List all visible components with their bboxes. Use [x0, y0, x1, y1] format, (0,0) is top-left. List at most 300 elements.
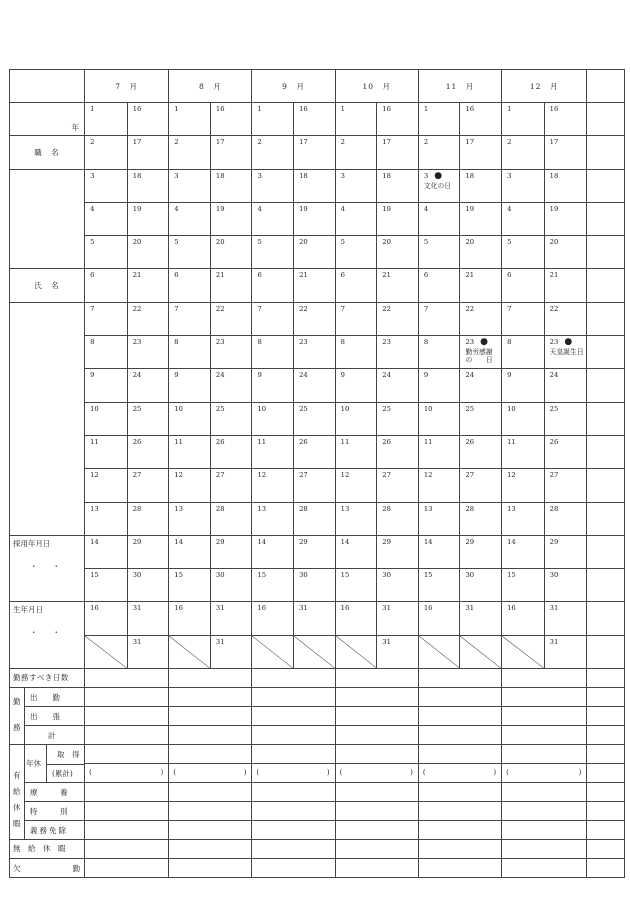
holiday-dot-icon: ●	[434, 170, 443, 181]
day-number: 5	[174, 238, 179, 247]
day-cell	[377, 169, 419, 202]
blank-column-cell	[587, 369, 625, 402]
day-number: 11	[174, 437, 183, 446]
day-number: 29	[382, 537, 391, 546]
day-number: 14	[340, 537, 350, 546]
day-number: 2	[174, 138, 179, 147]
day-number: 26	[549, 437, 559, 446]
day-cell	[252, 369, 294, 402]
month-summary-cell	[169, 820, 252, 839]
day-cell	[252, 136, 294, 169]
day-number: 10	[507, 404, 516, 413]
crossed-cell	[335, 635, 377, 668]
day-cell	[85, 369, 128, 402]
month-summary-cell	[169, 858, 252, 877]
attendance-table	[9, 69, 625, 878]
day-cell	[169, 469, 211, 502]
hire-date-cell	[10, 535, 85, 602]
paren-open: (	[89, 768, 92, 777]
table-row	[10, 103, 625, 136]
day-cell	[210, 469, 252, 502]
day-cell	[210, 136, 252, 169]
day-cell	[127, 635, 169, 668]
day-number: 10	[257, 404, 267, 413]
day-cell	[418, 402, 460, 435]
table-row	[10, 369, 625, 402]
day-cell	[127, 469, 169, 502]
day-number: 12	[90, 471, 99, 480]
month-summary-cell	[169, 706, 252, 725]
day-number: 4	[174, 204, 179, 213]
month-summary-cell	[169, 668, 252, 687]
day-cell	[544, 136, 587, 169]
month-summary-cell	[418, 744, 501, 763]
day-number: 24	[215, 371, 225, 380]
day-number: 13	[340, 504, 350, 513]
day-number: 29	[215, 537, 225, 546]
day-number: 3	[340, 171, 345, 180]
month-summary-cell	[502, 858, 587, 877]
month-header: 9 月	[252, 70, 335, 103]
day-cell	[127, 569, 169, 602]
name-cell	[10, 269, 85, 302]
month-summary-cell	[502, 801, 587, 820]
day-cell	[335, 202, 377, 235]
blank-column-cell	[587, 469, 625, 502]
day-number: 7	[340, 304, 345, 313]
day-cell	[377, 469, 419, 502]
day-number: 13	[257, 504, 267, 513]
day-number: 30	[132, 571, 142, 580]
day-cell	[169, 236, 211, 269]
day-number: 25	[299, 404, 308, 413]
day-number: 3	[174, 171, 179, 180]
day-number: 15	[174, 571, 183, 580]
month-header: 12 月	[502, 70, 587, 103]
month-header: 8 月	[169, 70, 252, 103]
day-cell	[127, 336, 169, 369]
day-number: 25	[382, 404, 391, 413]
hire-date-label: 採用年月日	[13, 538, 51, 548]
day-cell	[252, 269, 294, 302]
month-summary-cell	[252, 782, 335, 801]
day-number: 25	[549, 404, 559, 413]
day-number: 29	[132, 537, 142, 546]
work-label: 務	[13, 722, 21, 732]
month-summary-cell	[85, 801, 169, 820]
day-number: 12	[174, 471, 183, 480]
day-cell	[502, 602, 545, 635]
month-summary-cell	[502, 706, 587, 725]
month-summary-cell	[335, 839, 418, 858]
blank-column-cell	[587, 136, 625, 169]
day-cell	[127, 502, 169, 535]
day-cell	[544, 535, 587, 568]
day-number: 28	[382, 504, 391, 513]
day-cell	[460, 236, 502, 269]
day-number: 16	[423, 604, 433, 613]
day-number: 17	[132, 138, 142, 147]
table-row	[10, 635, 625, 668]
day-cell	[544, 502, 587, 535]
unpaid-leave-label: 無 給 休 暇	[13, 843, 66, 853]
month-summary-cell	[418, 820, 501, 839]
day-cell	[377, 236, 419, 269]
month-summary-cell	[502, 839, 587, 858]
day-number: 9	[507, 371, 512, 380]
day-number: 8	[423, 338, 429, 347]
day-cell	[210, 369, 252, 402]
taken-label: 取 得	[57, 749, 80, 759]
table-row	[10, 602, 625, 635]
month-summary-cell	[85, 858, 169, 877]
month-summary-cell	[502, 744, 587, 763]
day-number: 4	[340, 204, 345, 213]
day-number: 20	[215, 238, 225, 247]
day-number: 27	[132, 471, 142, 480]
day-cell	[85, 569, 128, 602]
day-cell	[85, 202, 128, 235]
day-number: 31	[132, 637, 142, 646]
day-number: 20	[132, 238, 142, 247]
day-cell	[252, 302, 294, 335]
work-group-label	[10, 688, 25, 744]
day-cell	[502, 502, 545, 535]
business-trip-label: 出 張	[30, 711, 60, 721]
day-cell	[460, 402, 502, 435]
day-cell	[544, 302, 587, 335]
day-cell	[169, 402, 211, 435]
paren-open: (	[506, 768, 509, 777]
day-cell	[252, 169, 294, 202]
day-cell	[169, 369, 211, 402]
day-number: 25	[215, 404, 225, 413]
day-cell	[544, 569, 587, 602]
blank-column-cell	[587, 687, 625, 706]
day-cell	[252, 236, 294, 269]
day-number: 8	[340, 338, 345, 347]
day-cell	[210, 269, 252, 302]
month-summary-cell	[418, 839, 501, 858]
crossed-cell	[418, 635, 460, 668]
day-number: 29	[549, 537, 559, 546]
day-cell	[85, 469, 128, 502]
day-number: 15	[257, 571, 267, 580]
attendance-label: 出 勤	[30, 692, 60, 702]
day-number: 11	[423, 437, 433, 446]
day-cell	[252, 469, 294, 502]
day-number: 9	[174, 371, 179, 380]
table-row	[10, 839, 625, 858]
diagonal-line	[294, 636, 335, 668]
day-number: 30	[299, 571, 308, 580]
blank-left-cell	[10, 302, 85, 535]
day-number: 31	[549, 604, 559, 613]
day-number: 31	[299, 604, 308, 613]
blank-column-cell	[587, 569, 625, 602]
day-number: 17	[549, 138, 559, 147]
day-cell	[335, 569, 377, 602]
blank-left-cell	[10, 169, 85, 269]
day-cell	[377, 502, 419, 535]
blank-column-cell	[587, 744, 625, 763]
duty-exempt-label: 義務免除	[30, 825, 68, 835]
day-cell	[294, 469, 336, 502]
blank-column-cell	[587, 763, 625, 782]
day-number: 22	[215, 304, 225, 313]
attendance-sheet	[9, 69, 625, 878]
month-summary-cell	[85, 744, 169, 763]
day-cell	[502, 302, 545, 335]
table-row	[10, 269, 625, 302]
required-days-cell	[10, 668, 85, 687]
day-cell	[294, 435, 336, 468]
day-number: 6	[340, 271, 345, 280]
day-cell	[210, 402, 252, 435]
month-summary-cell	[502, 820, 587, 839]
month-header: 11 月	[418, 70, 501, 103]
day-number: 27	[215, 471, 225, 480]
blank-column-cell	[587, 602, 625, 635]
day-number: 16	[382, 105, 391, 113]
day-cell	[127, 236, 169, 269]
day-number: 5	[340, 238, 345, 247]
table-row	[10, 801, 625, 820]
paid-leave-label: 暇	[13, 818, 21, 828]
paren-close: )	[326, 768, 330, 777]
day-cell	[502, 236, 545, 269]
day-cell	[544, 435, 587, 468]
day-number: 6	[90, 271, 95, 280]
absence-label: 勤	[72, 863, 81, 873]
day-cell	[335, 435, 377, 468]
day-cell	[418, 535, 460, 568]
day-cell	[252, 202, 294, 235]
blank-column-cell	[587, 202, 625, 235]
day-cell	[418, 169, 460, 202]
table-row	[10, 302, 625, 335]
day-number: 8	[90, 338, 95, 347]
day-cell	[127, 369, 169, 402]
day-number: 18	[465, 171, 475, 180]
paren-open: (	[256, 768, 260, 777]
day-cell	[127, 169, 169, 202]
day-cell	[460, 502, 502, 535]
day-cell	[169, 502, 211, 535]
day-number: 15	[507, 571, 516, 580]
day-number: 30	[465, 571, 475, 580]
day-number: 26	[465, 437, 475, 446]
paren-open: (	[339, 768, 343, 777]
day-cell	[418, 103, 460, 136]
day-cell	[418, 435, 460, 468]
day-cell	[418, 602, 460, 635]
day-cell	[127, 136, 169, 169]
day-number: 17	[299, 138, 308, 147]
day-number: 2	[507, 138, 512, 147]
day-number: 24	[132, 371, 142, 380]
day-number: 16	[465, 105, 475, 113]
paid-leave-label: 有	[13, 770, 21, 780]
day-number: 6	[507, 271, 512, 280]
table-row	[10, 569, 625, 602]
day-number: 3	[423, 171, 429, 180]
day-cell	[544, 469, 587, 502]
month-summary-cell	[502, 668, 587, 687]
paid-leave-group-cell	[10, 744, 85, 839]
day-cell	[335, 602, 377, 635]
day-number: 16	[549, 105, 559, 113]
day-number: 16	[90, 604, 99, 613]
day-number: 1	[90, 105, 95, 113]
day-number: 23	[549, 338, 559, 347]
day-cell	[252, 502, 294, 535]
day-cell	[335, 402, 377, 435]
table-row	[10, 763, 625, 782]
month-summary-cell	[418, 858, 501, 877]
day-cell	[460, 136, 502, 169]
day-number: 21	[132, 271, 142, 280]
work-group-cell	[10, 687, 85, 744]
day-cell	[169, 302, 211, 335]
month-summary-cell	[85, 839, 169, 858]
day-number: 21	[382, 271, 391, 280]
day-cell	[502, 435, 545, 468]
day-number: 11	[507, 437, 516, 446]
day-cell	[210, 435, 252, 468]
day-cell	[502, 169, 545, 202]
day-number: 20	[299, 238, 308, 247]
cumulative-cell	[252, 763, 335, 782]
day-cell	[85, 336, 128, 369]
crossed-cell	[502, 635, 545, 668]
day-cell	[544, 103, 587, 136]
table-row	[10, 744, 625, 763]
day-number: 19	[132, 204, 142, 213]
day-number: 28	[299, 504, 308, 513]
day-number: 22	[132, 304, 142, 313]
day-number: 28	[465, 504, 475, 513]
day-number: 30	[549, 571, 559, 580]
day-cell	[210, 236, 252, 269]
day-number: 22	[382, 304, 391, 313]
day-cell	[544, 602, 587, 635]
day-number: 9	[90, 371, 95, 380]
day-cell	[418, 336, 460, 369]
day-number: 12	[257, 471, 267, 480]
day-cell	[85, 236, 128, 269]
blank-column-cell	[587, 858, 625, 877]
name-label: 氏 名	[34, 281, 60, 291]
day-number: 3	[257, 171, 262, 180]
day-number: 31	[382, 604, 391, 613]
total-label: 計	[48, 730, 56, 740]
month-summary-cell	[85, 668, 169, 687]
day-number: 31	[549, 637, 559, 646]
day-cell	[460, 369, 502, 402]
table-row	[10, 402, 625, 435]
day-cell	[418, 469, 460, 502]
blank-column-cell	[587, 169, 625, 202]
day-cell	[460, 202, 502, 235]
day-number: 19	[215, 204, 225, 213]
table-row	[10, 820, 625, 839]
day-number: 16	[215, 105, 225, 113]
paren-close: )	[410, 768, 413, 777]
day-cell	[294, 103, 336, 136]
day-number: 18	[215, 171, 225, 180]
day-cell	[377, 202, 419, 235]
day-cell	[210, 169, 252, 202]
day-number: 27	[465, 471, 475, 480]
birth-date-label: 生年月日	[13, 605, 43, 615]
crossed-cell	[85, 635, 128, 668]
day-cell	[335, 269, 377, 302]
special-label: 特 別	[30, 806, 68, 816]
day-cell	[460, 569, 502, 602]
paid-leave-group-label	[10, 745, 25, 839]
month-summary-cell	[335, 782, 418, 801]
blank-column-cell	[587, 70, 625, 103]
month-summary-cell	[418, 668, 501, 687]
day-cell	[127, 302, 169, 335]
day-cell	[127, 202, 169, 235]
day-number: 19	[465, 204, 475, 213]
day-number: 4	[423, 204, 429, 213]
day-cell	[502, 136, 545, 169]
day-number: 3	[90, 171, 95, 180]
day-number: 2	[423, 138, 429, 147]
day-cell	[294, 136, 336, 169]
table-row	[10, 668, 625, 687]
day-number: 16	[507, 604, 516, 613]
day-cell	[252, 535, 294, 568]
diagonal-line	[460, 636, 501, 668]
day-number: 14	[174, 537, 183, 546]
day-number: 7	[90, 304, 95, 313]
day-number: 18	[549, 171, 559, 180]
day-number: 14	[257, 537, 267, 546]
day-cell	[85, 435, 128, 468]
day-cell	[85, 302, 128, 335]
day-number: 29	[465, 537, 475, 546]
table-row	[10, 782, 625, 801]
day-cell	[294, 535, 336, 568]
day-number: 1	[340, 105, 345, 113]
day-number: 24	[465, 371, 475, 380]
day-number: 25	[132, 404, 142, 413]
day-cell	[252, 103, 294, 136]
day-number: 13	[90, 504, 99, 513]
day-cell	[418, 569, 460, 602]
day-number: 5	[423, 238, 429, 247]
day-number: 1	[507, 105, 512, 113]
paren-close: )	[493, 768, 497, 777]
cumulative-label: (累計)	[52, 768, 73, 778]
blank-column-cell	[587, 635, 625, 668]
day-cell	[294, 336, 336, 369]
day-cell	[85, 535, 128, 568]
day-number: 24	[299, 371, 308, 380]
day-cell	[460, 535, 502, 568]
blank-column-cell	[587, 302, 625, 335]
month-summary-cell	[252, 744, 335, 763]
day-cell	[460, 269, 502, 302]
day-cell	[544, 369, 587, 402]
day-number: 25	[465, 404, 475, 413]
day-number: 4	[507, 204, 512, 213]
day-number: 20	[382, 238, 391, 247]
